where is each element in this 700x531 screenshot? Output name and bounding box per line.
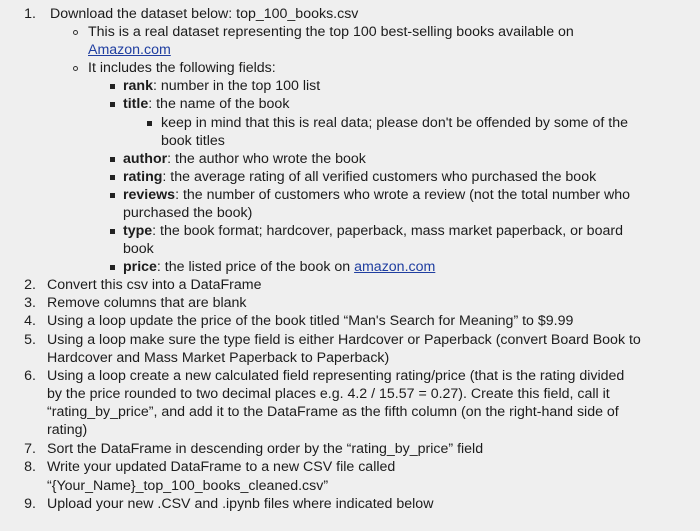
field-description: : the listed price of the book on — [156, 259, 355, 275]
circle-bullet-icon — [73, 66, 78, 71]
field-description: : the number of customers who wrote a review (not the total number who — [175, 187, 631, 203]
field-author — [123, 150, 366, 168]
field-description-continued: purchased the book) — [123, 205, 253, 221]
item-2-text: Convert this csv into a DataFrame — [47, 277, 262, 293]
item-8-text: Write your updated DataFrame to a new CSV file called — [47, 459, 396, 475]
item-6-text-continued: “rating_by_price”, and add it to the DataFrame as the fifth column (on the right-hand side of — [47, 404, 619, 420]
field-description: : the average rating of all verified customers who purchased the book — [162, 169, 597, 185]
sub-item-text: This is a real dataset representing the top 100 best-selling books available on — [88, 24, 574, 40]
amazon-link[interactable]: amazon.com — [354, 259, 436, 275]
field-title — [123, 95, 289, 113]
item-9-text: Upload your new .CSV and .ipynb files where indicated below — [47, 496, 434, 512]
item-7-text: Sort the DataFrame in descending order by the “rating_by_price” field — [47, 441, 484, 457]
square-bullet-icon — [110, 157, 115, 162]
field-description: : the author who wrote the book — [167, 151, 366, 167]
item-number: 1. — [24, 6, 36, 22]
item-number: 5. — [24, 332, 36, 348]
square-bullet-icon — [110, 265, 115, 270]
field-description: : the name of the book — [148, 96, 290, 112]
item-number: 8. — [24, 459, 36, 475]
field-label: type — [123, 223, 153, 239]
field-description: : number in the top 100 list — [152, 78, 321, 94]
field-type — [123, 222, 623, 240]
field-label: price — [123, 259, 157, 275]
field-rating — [123, 168, 596, 186]
square-bullet-icon — [147, 121, 152, 126]
item-5-text-continued: Hardcover and Mass Market Paperback to Paperback) — [47, 350, 390, 366]
field-label: reviews — [123, 187, 176, 203]
item-4-text: Using a loop update the price of the book titled “Man's Search for Meaning” to $9.99 — [47, 313, 574, 329]
item-number: 6. — [24, 368, 36, 384]
square-bullet-icon — [110, 175, 115, 180]
field-reviews — [123, 186, 630, 204]
field-label: author — [123, 151, 168, 167]
square-bullet-icon — [110, 193, 115, 198]
item-6-text-continued: by the price rounded to two decimal places e.g. 4.2 / 15.57 = 0.27). Create this field, call it — [47, 386, 610, 402]
sub-item-text: It includes the following fields: — [88, 60, 276, 76]
field-label: title — [123, 96, 149, 112]
item-3-text: Remove columns that are blank — [47, 295, 247, 311]
field-rank — [123, 77, 320, 95]
circle-bullet-icon — [73, 30, 78, 35]
square-bullet-icon — [110, 229, 115, 234]
field-price — [123, 258, 435, 276]
square-bullet-icon — [110, 84, 115, 89]
note-text: keep in mind that this is real data; please don't be offended by some of the — [161, 115, 628, 131]
item-6-text: Using a loop create a new calculated field representing rating/price (that is the rating divided — [47, 368, 625, 384]
note-text: book titles — [161, 133, 225, 149]
item-6-text-continued: rating) — [47, 422, 88, 438]
field-description: : the book format; hardcover, paperback, mass market paperback, or board — [152, 223, 623, 239]
item-number: 2. — [24, 277, 36, 293]
item-1-text: Download the dataset below: top_100_books.csv — [50, 6, 359, 22]
item-5-text: Using a loop make sure the type field is either Hardcover or Paperback (convert Board Book to — [47, 332, 641, 348]
field-description-continued: book — [123, 241, 154, 257]
item-number: 9. — [24, 496, 36, 512]
field-label: rank — [123, 78, 153, 94]
item-8-text-continued: “{Your_Name}_top_100_books_cleaned.csv” — [47, 478, 329, 494]
item-number: 4. — [24, 313, 36, 329]
amazon-link[interactable]: Amazon.com — [88, 42, 171, 58]
item-number: 7. — [24, 441, 36, 457]
field-label: rating — [123, 169, 163, 185]
square-bullet-icon — [110, 102, 115, 107]
item-number: 3. — [24, 295, 36, 311]
